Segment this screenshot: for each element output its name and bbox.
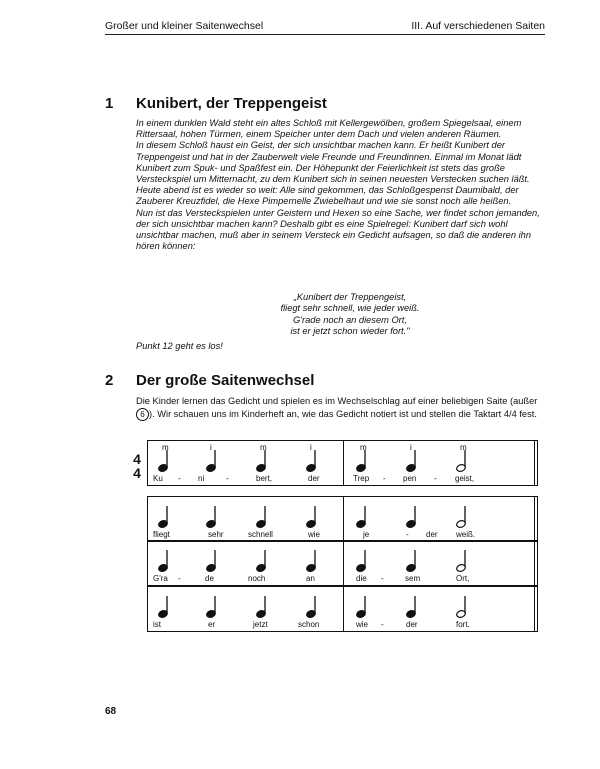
lyric-syllable: je [363,530,370,539]
lyric-syllable: fliegt [153,530,170,539]
story-paragraph: Nun ist das Versteckspielen unter Geistern und Hexen so eine Sache, wer findet schon jemanden, der sich unsichtbar machen kann? Deshalb gibt es eine Spielregel: Kunibert darf sich wohl unsichtbar machen, muß aber in seinem Versteck ein Gedicht aufsagen, so daß die anderen ihn hören können: [136,207,540,252]
lyric-syllable: - [406,530,409,539]
lyric-syllable: schon [298,620,320,629]
section-2-intro [136,396,546,421]
half-note [456,449,470,473]
intro-text-a: Die Kinder lernen das Gedicht und spielen es im Wechselschlag auf einer beliebigen Saite (außer [136,396,538,406]
lyric-syllable: - [178,574,181,583]
poem-line: „Kunibert der Treppengeist, [293,292,407,302]
poem [230,292,470,338]
page-number: 68 [105,706,117,717]
story-paragraph: In diesem Schloß haust ein Geist, der sich unsichtbar machen kann. Er heißt Kunibert der Treppengeist und hat in der Zauberwelt viele Freunde und Freundinnen. Einmal im Monat lädt Kunibert zum Spuk- und Spaßfest ein. Der Höhepunkt der Feierlichkeit ist stets das große Versteckspiel um Mitternacht, zu dem Kunibert sich in seinen neuesten Verstecken suchen läßt. [136,140,530,185]
poem-line: fliegt sehr schnell, wie jeder weiß. [280,303,420,314]
time-signature-top: 4 [133,451,141,467]
time-signature-bottom: 4 [133,465,141,481]
intro-paragraph [136,396,546,421]
lyric-syllable: der [308,474,320,483]
lyric-syllable: der [426,530,438,539]
quarter-note [158,595,172,619]
quarter-note [306,595,320,619]
lyric-syllable: Ku [153,474,163,483]
quarter-note [158,505,172,529]
rhythm-staff-3 [147,540,538,586]
quarter-note [356,595,370,619]
staff-content [148,497,537,541]
lyric-syllable: - [383,474,386,483]
lyric-syllable: wie [308,530,321,539]
fingering-label: i [210,443,212,452]
quarter-note [158,449,172,473]
quarter-note [306,549,320,573]
half-note [456,549,470,573]
quarter-note [256,549,270,573]
staff-content [148,441,537,485]
lyric-syllable: schnell [248,530,273,539]
fingering-label: m [162,443,169,452]
lyric-syllable: Ort, [456,574,470,583]
section-1-title: Kunibert, der Treppengeist [136,95,327,112]
poem-line: G'rade noch an diesem Ort, [293,314,407,325]
staff-content [148,541,537,585]
rhythm-staff-4 [147,586,538,632]
lyric-syllable: de [205,574,214,583]
quarter-note [406,449,420,473]
lyric-syllable: ist [153,620,161,629]
lyric-syllable: sehr [208,530,224,539]
lyric-syllable: geist, [455,474,475,483]
lyric-syllable: pen [403,474,417,483]
header-left: Großer und kleiner Saitenwechsel [105,20,264,32]
lyric-syllable: Trep [353,474,370,483]
quarter-note [356,505,370,529]
lyric-syllable: G'ra [153,574,168,583]
quarter-note [406,505,420,529]
quarter-note [206,549,220,573]
poem-line: ist er jetzt schon wieder fort." [290,326,410,337]
lyric-syllable: wie [356,620,369,629]
quarter-note [256,505,270,529]
lyric-syllable: fort. [456,620,470,629]
quarter-note [158,549,172,573]
lyric-syllable: sem [405,574,421,583]
quarter-note [206,505,220,529]
fingering-label: m [260,443,267,452]
lyric-syllable: er [208,620,216,629]
fingering-label: m [360,443,367,452]
lyric-syllable: der [406,620,418,629]
lyric-syllable: weiß. [456,530,476,539]
lyric-syllable: - [434,474,437,483]
quarter-note [256,449,270,473]
lyric-syllable: - [381,574,384,583]
lyric-syllable: - [178,474,181,483]
quarter-note [206,449,220,473]
fingering-label: i [410,443,412,452]
story-paragraph: Heute abend ist es wieder so weit: Alle sind gekommen, das Schloßgespenst Daumibald, der Zauberer Kreuzfidel, die Hexe Pimpernelle Zwiebelhaut und wie sie sonst noch alle heißen. [136,185,519,207]
header-right: III. Auf verschiedenen Saiten [411,20,545,32]
lyric-syllable: jetzt [253,620,268,629]
story-text [136,118,546,252]
section-1-number: 1 [105,95,114,112]
quarter-note [306,449,320,473]
intro-text-b: ). Wir schauen uns im Kinderheft an, wie das Gedicht notiert ist und stellen die Taktart 4/4 fest. [149,408,537,419]
lyric-syllable: ni [198,474,205,483]
section-2-number: 2 [105,372,114,389]
half-note [456,505,470,529]
lyric-syllable: - [226,474,229,483]
fingering-label: m [460,443,467,452]
closing-line: Punkt 12 geht es los! [136,341,223,351]
lyric-syllable: die [356,574,367,583]
running-header [105,20,545,35]
lyric-syllable: noch [248,574,266,583]
lyric-syllable: an [306,574,315,583]
section-2-title: Der große Saitenwechsel [136,372,315,389]
quarter-note [356,549,370,573]
quarter-note [306,505,320,529]
quarter-note [356,449,370,473]
time-signature [130,452,144,480]
rhythm-staff-1 [147,440,538,486]
circled-number: 6 [136,408,149,421]
quarter-note [406,549,420,573]
quarter-note [406,595,420,619]
quarter-note [256,595,270,619]
story-paragraph: In einem dunklen Wald steht ein altes Schloß mit Kellergewölben, großem Spiegelsaal, einem Rittersaal, hohen Türmen, einem Speicher unter dem Dach und vielen anderen Räumen. [136,118,522,140]
fingering-label: i [310,443,312,452]
quarter-note [206,595,220,619]
rhythm-staff-2 [147,496,538,542]
lyric-syllable: bert, [256,474,273,483]
half-note [456,595,470,619]
lyric-syllable: - [381,620,384,629]
staff-content [148,587,537,631]
